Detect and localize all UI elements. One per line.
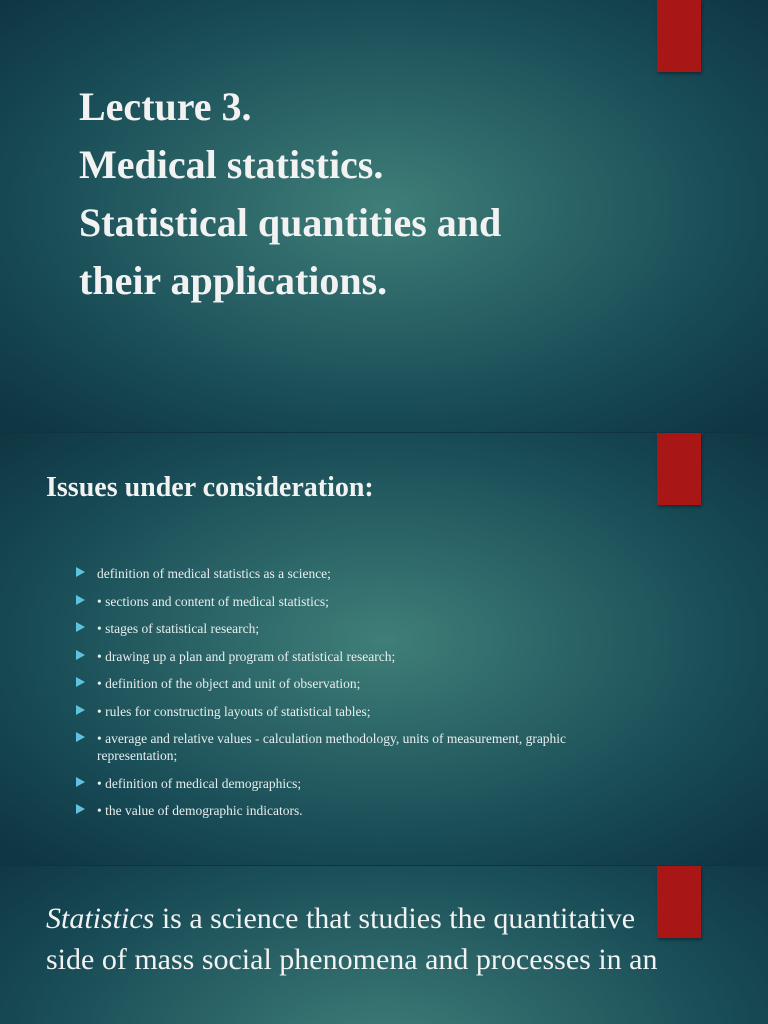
list-item: [76, 675, 636, 692]
red-accent-tab: [657, 0, 701, 72]
list-item: [76, 802, 636, 819]
list-item-text: • rules for constructing layouts of statistical tables;: [97, 703, 371, 719]
lecture-title: [79, 78, 501, 310]
list-item: [76, 730, 636, 764]
list-item-text: • definition of medical demographics;: [97, 775, 302, 791]
bullet-arrow-icon: [76, 777, 85, 787]
bullet-arrow-icon: [76, 650, 85, 660]
term-statistics: Statistics: [46, 902, 155, 935]
issues-list: [76, 565, 636, 830]
list-item: [76, 648, 636, 665]
slide-title: [0, 0, 768, 432]
list-item: [76, 620, 636, 637]
red-accent-tab: [657, 433, 701, 505]
bullet-arrow-icon: [76, 567, 85, 577]
title-line: Lecture 3.: [79, 84, 252, 129]
bullet-arrow-icon: [76, 677, 85, 687]
list-item: [76, 703, 636, 720]
list-item-text: • the value of demographic indicators.: [97, 803, 303, 818]
statistics-definition: [46, 898, 686, 980]
slide-definition: [0, 866, 768, 1024]
list-item: [76, 775, 636, 792]
bullet-arrow-icon: [76, 705, 85, 715]
title-line: Statistical quantities and: [79, 200, 502, 245]
title-line: Medical statistics.: [79, 142, 384, 187]
title-line: their applications.: [79, 258, 388, 303]
list-item-text: • average and relative values - calculation methodology, units of measurement, graphic representation;: [97, 731, 567, 763]
list-item-text: • drawing up a plan and program of statistical research;: [97, 648, 396, 664]
list-item: [76, 565, 636, 582]
issues-heading: Issues under consideration:: [46, 472, 374, 503]
bullet-arrow-icon: [76, 622, 85, 632]
list-item-text: • sections and content of medical statistics;: [97, 593, 329, 609]
list-item: [76, 593, 636, 610]
list-item-text: • definition of the object and unit of observation;: [97, 676, 361, 691]
slide-issues: [0, 433, 768, 865]
bullet-arrow-icon: [76, 804, 85, 814]
definition-text: is a science that studies the quantitative side of mass social phenomena and processes in an: [46, 902, 658, 976]
bullet-arrow-icon: [76, 595, 85, 605]
list-item-text: • stages of statistical research;: [97, 621, 260, 636]
list-item-text: definition of medical statistics as a science;: [97, 566, 331, 581]
bullet-arrow-icon: [76, 732, 85, 742]
